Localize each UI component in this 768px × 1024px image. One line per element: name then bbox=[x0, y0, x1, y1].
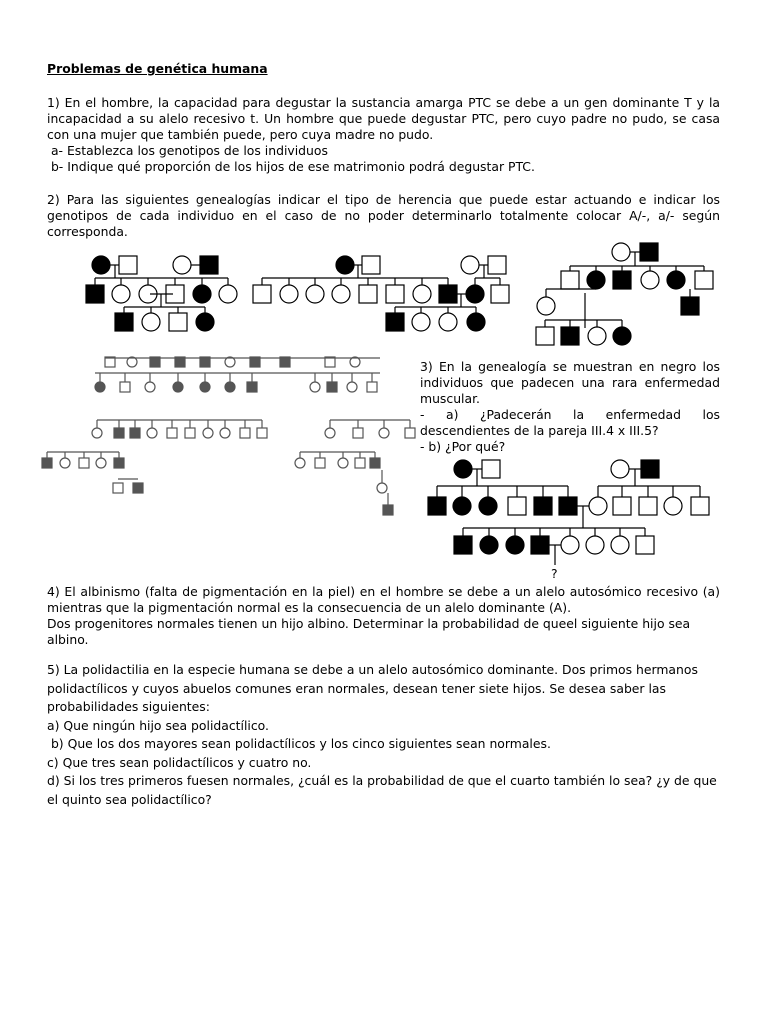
affected-female-symbol bbox=[225, 382, 235, 392]
female-symbol bbox=[325, 428, 335, 438]
male-symbol bbox=[386, 285, 404, 303]
affected-female-symbol bbox=[667, 271, 685, 289]
male-symbol bbox=[185, 428, 195, 438]
male-symbol bbox=[491, 285, 509, 303]
female-symbol bbox=[332, 285, 350, 303]
affected-female-symbol bbox=[587, 271, 605, 289]
problem-1-text: 1) En el hombre, la capacidad para degustar la sustancia amarga PTC se debe a un gen dominante T y la incapacidad a su alelo recesivo t. Un hombre que puede degustar PTC, pero cuyo padre no pudo, se casa con una mujer que también puede, pero cuya madre no pudo. bbox=[47, 95, 720, 142]
female-symbol bbox=[664, 497, 682, 515]
male-symbol bbox=[355, 458, 365, 468]
affected-female-symbol bbox=[92, 256, 110, 274]
female-symbol bbox=[537, 297, 555, 315]
problem-5-item-c: c) Que tres sean polidactílicos y cuatro no. bbox=[47, 754, 312, 770]
female-symbol bbox=[96, 458, 106, 468]
female-symbol bbox=[280, 285, 298, 303]
male-symbol bbox=[359, 285, 377, 303]
male-symbol bbox=[613, 497, 631, 515]
male-symbol bbox=[482, 460, 500, 478]
affected-female-symbol bbox=[336, 256, 354, 274]
affected-male-symbol bbox=[531, 536, 549, 554]
female-symbol bbox=[145, 382, 155, 392]
male-symbol bbox=[639, 497, 657, 515]
problem-3 bbox=[420, 359, 720, 455]
problem-3-item-a: - a) ¿Padecerán la enfermedad los descendientes de la pareja III.4 x III.5? bbox=[420, 407, 720, 438]
affected-female-symbol bbox=[479, 497, 497, 515]
female-symbol bbox=[295, 458, 305, 468]
female-symbol bbox=[60, 458, 70, 468]
female-symbol bbox=[611, 460, 629, 478]
male-symbol bbox=[79, 458, 89, 468]
affected-female-symbol bbox=[454, 460, 472, 478]
affected-male-symbol bbox=[613, 271, 631, 289]
female-symbol bbox=[561, 536, 579, 554]
female-symbol bbox=[173, 256, 191, 274]
male-symbol bbox=[169, 313, 187, 331]
male-symbol bbox=[362, 256, 380, 274]
affected-male-symbol bbox=[370, 458, 380, 468]
problem-3-text: 3) En la genealogía se muestran en negro los individuos que padecen una rara enfermedad muscular. bbox=[420, 359, 720, 406]
affected-male-symbol bbox=[454, 536, 472, 554]
affected-female-symbol bbox=[196, 313, 214, 331]
female-symbol bbox=[142, 313, 160, 331]
problem-1-item-a: a- Establezca los genotipos de los individuos bbox=[47, 143, 328, 158]
female-symbol bbox=[641, 271, 659, 289]
female-symbol bbox=[347, 382, 357, 392]
affected-male-symbol bbox=[428, 497, 446, 515]
affected-male-symbol bbox=[114, 428, 124, 438]
male-symbol bbox=[167, 428, 177, 438]
affected-female-symbol bbox=[453, 497, 471, 515]
affected-male-symbol bbox=[383, 505, 393, 515]
affected-female-symbol bbox=[613, 327, 631, 345]
affected-male-symbol bbox=[133, 483, 143, 493]
affected-female-symbol bbox=[193, 285, 211, 303]
problem-4 bbox=[47, 584, 720, 648]
problem-5-item-b: b) Que los dos mayores sean polidactílicos y los cinco siguientes sean normales. bbox=[47, 736, 551, 751]
female-symbol bbox=[112, 285, 130, 303]
affected-male-symbol bbox=[559, 497, 577, 515]
question-mark-label: ? bbox=[551, 566, 558, 581]
affected-male-symbol bbox=[130, 428, 140, 438]
male-symbol bbox=[257, 428, 267, 438]
problem-2-text: 2) Para las siguientes genealogías indicar el tipo de herencia que puede estar actuando e indicar los genotipos de cada individuo en el caso de no poder determinarlo totalmente colocar A/-, a/- según corresponda. bbox=[47, 192, 720, 239]
problem-3-item-b: - b) ¿Por qué? bbox=[420, 439, 506, 454]
male-symbol bbox=[405, 428, 415, 438]
male-symbol bbox=[315, 458, 325, 468]
problem-5-item-a: a) Que ningún hijo sea polidactílico. bbox=[47, 717, 269, 733]
female-symbol bbox=[306, 285, 324, 303]
affected-male-symbol bbox=[439, 285, 457, 303]
male-symbol bbox=[367, 382, 377, 392]
female-symbol bbox=[413, 285, 431, 303]
male-symbol bbox=[353, 428, 363, 438]
female-symbol bbox=[92, 428, 102, 438]
affected-male-symbol bbox=[640, 243, 658, 261]
female-symbol bbox=[612, 243, 630, 261]
female-symbol bbox=[611, 536, 629, 554]
male-symbol bbox=[561, 271, 579, 289]
problem-5 bbox=[47, 661, 720, 809]
affected-female-symbol bbox=[200, 382, 210, 392]
affected-female-symbol bbox=[467, 313, 485, 331]
female-symbol bbox=[203, 428, 213, 438]
affected-male-symbol bbox=[247, 382, 257, 392]
female-symbol bbox=[147, 428, 157, 438]
affected-male-symbol bbox=[561, 327, 579, 345]
affected-female-symbol bbox=[480, 536, 498, 554]
affected-female-symbol bbox=[95, 382, 105, 392]
problem-5-text: 5) La polidactilia en la especie humana se debe a un alelo autosómico dominante. Dos primos hermanos polidactílicos y cuyos abuelos comunes eran normales, desean tener siete hijos. Se desea saber las probabilidades siguientes: bbox=[47, 662, 698, 714]
affected-male-symbol bbox=[327, 382, 337, 392]
female-symbol bbox=[310, 382, 320, 392]
male-symbol bbox=[695, 271, 713, 289]
male-symbol bbox=[120, 382, 130, 392]
problem-4-text: 4) El albinismo (falta de pigmentación en la piel) en el hombre se debe a un alelo autosómico recesivo (a) mientras que la pigmentación normal es la consecuencia de un alelo dominante (A). bbox=[47, 584, 720, 615]
affected-male-symbol bbox=[200, 256, 218, 274]
female-symbol bbox=[377, 483, 387, 493]
male-symbol bbox=[240, 428, 250, 438]
female-symbol bbox=[338, 458, 348, 468]
affected-female-symbol bbox=[506, 536, 524, 554]
male-symbol bbox=[119, 256, 137, 274]
female-symbol bbox=[379, 428, 389, 438]
female-symbol bbox=[439, 313, 457, 331]
affected-male-symbol bbox=[115, 313, 133, 331]
affected-male-symbol bbox=[534, 497, 552, 515]
female-symbol bbox=[586, 536, 604, 554]
female-symbol bbox=[589, 497, 607, 515]
male-symbol bbox=[536, 327, 554, 345]
affected-male-symbol bbox=[42, 458, 52, 468]
problem-5-item-d: d) Si los tres primeros fuesen normales, ¿cuál es la probabilidad de que el cuarto también lo sea? ¿y de que el quinto sea polidactílico? bbox=[47, 773, 717, 807]
male-symbol bbox=[488, 256, 506, 274]
female-symbol bbox=[412, 313, 430, 331]
problem-1-item-b: b- Indique qué proporción de los hijos de ese matrimonio podrá degustar PTC. bbox=[47, 159, 535, 174]
affected-female-symbol bbox=[173, 382, 183, 392]
affected-male-symbol bbox=[386, 313, 404, 331]
affected-male-symbol bbox=[114, 458, 124, 468]
male-symbol bbox=[508, 497, 526, 515]
page-title: Problemas de genética humana bbox=[47, 61, 268, 76]
affected-male-symbol bbox=[681, 297, 699, 315]
male-symbol bbox=[253, 285, 271, 303]
female-symbol bbox=[219, 285, 237, 303]
male-symbol bbox=[691, 497, 709, 515]
affected-female-symbol bbox=[466, 285, 484, 303]
female-symbol bbox=[588, 327, 606, 345]
affected-male-symbol bbox=[641, 460, 659, 478]
female-symbol bbox=[220, 428, 230, 438]
affected-male-symbol bbox=[86, 285, 104, 303]
problem-4-question: Dos progenitores normales tienen un hijo albino. Determinar la probabilidad de queel siguiente hijo sea albino. bbox=[47, 616, 691, 647]
male-symbol bbox=[636, 536, 654, 554]
male-symbol bbox=[113, 483, 123, 493]
female-symbol bbox=[461, 256, 479, 274]
